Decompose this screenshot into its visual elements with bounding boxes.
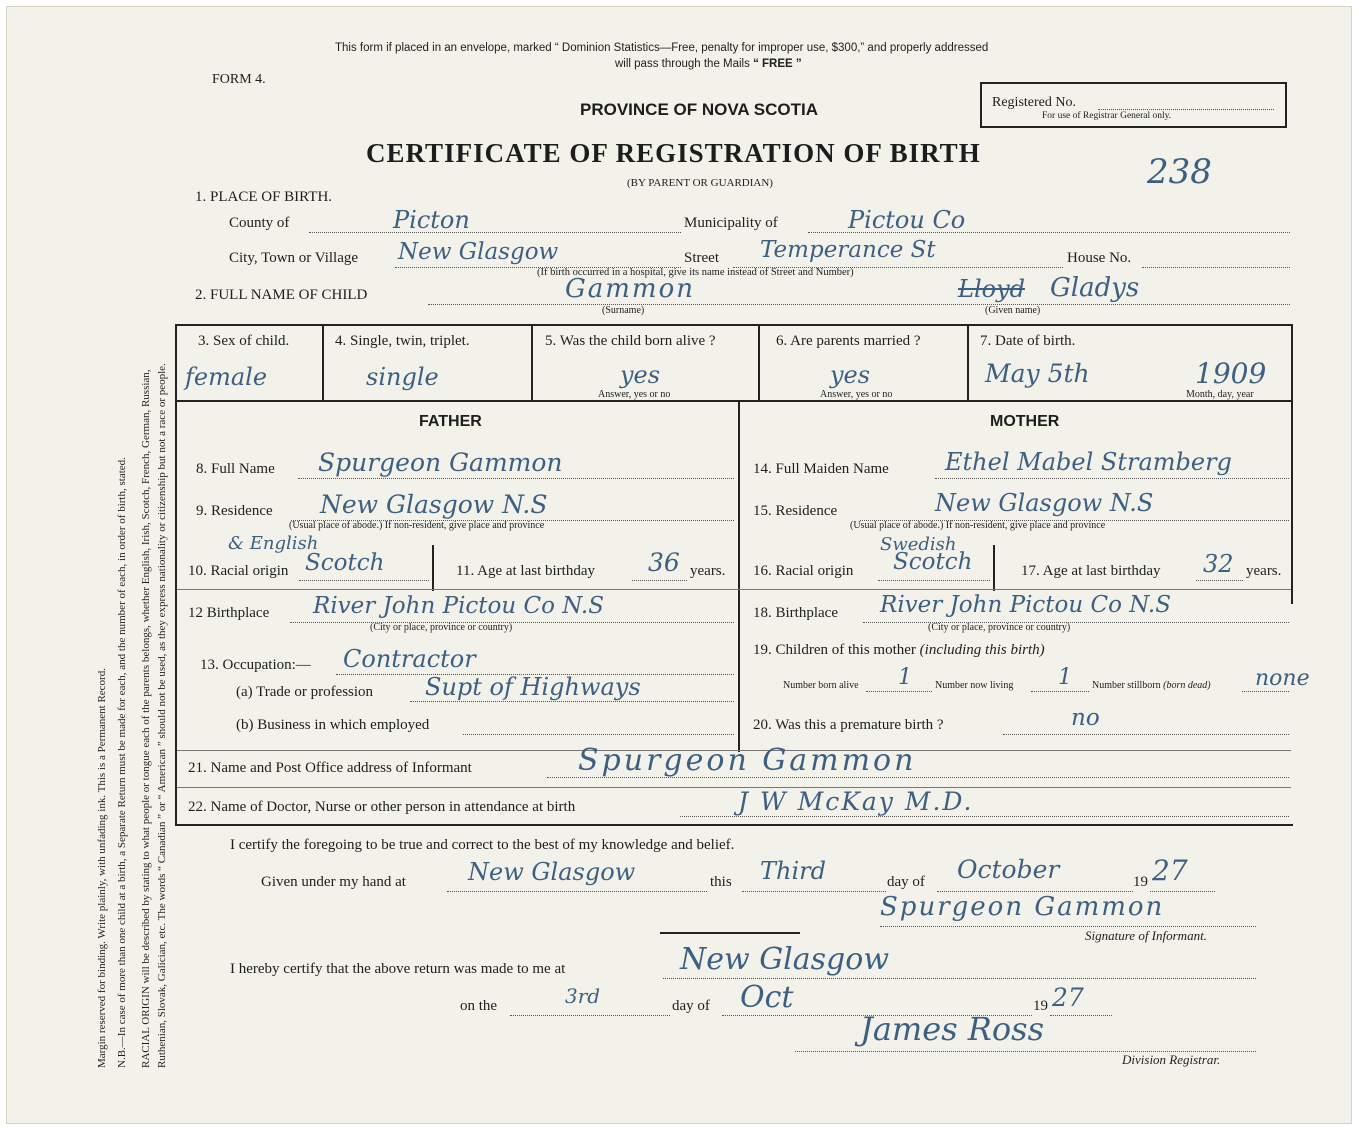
trade-value: Supt of Highways [425, 673, 641, 701]
stillborn-value: none [1255, 666, 1310, 691]
trade-label: (a) Trade or profession [236, 684, 374, 700]
house-label: House No. [1067, 250, 1132, 266]
year-value: 1909 [1195, 357, 1267, 390]
margin-note-3: RACIAL ORIGIN will be described by stating to what people or tongue each of the parents belongs, whether English, Irish, Scotch, French, German, Russian, [140, 369, 152, 1068]
mother-name-label: 14. Full Maiden Name [753, 461, 889, 477]
margin-note-1: Margin reserved for binding. Write plainly, with unfading ink. This is a Permanent Record. [96, 668, 108, 1068]
registrar-day-line [510, 1015, 670, 1016]
informant-value: Spurgeon Gammon [578, 743, 917, 778]
registrar-year-value: 27 [1052, 983, 1084, 1012]
mother-residence-label: 15. Residence [753, 503, 838, 519]
county-line [309, 232, 681, 233]
year-prefix: 19 [1133, 874, 1148, 890]
city-label: City, Town or Village [229, 250, 359, 266]
single-label: 4. Single, twin, triplet. [335, 333, 470, 349]
mother-birthplace-line [863, 622, 1289, 623]
mother-residence-note: (Usual place of abode.) If non-resident, give place and province [850, 520, 1106, 531]
table-right-border [1291, 324, 1293, 604]
registrar-month-value: Oct [740, 980, 794, 1015]
county-value: Picton [393, 206, 470, 234]
mail-notice-line1: This form if placed in an envelope, marked “ Dominion Statistics—Free, penalty for improper use, $300,” and properly addressed [335, 42, 989, 54]
signature-line [880, 926, 1256, 927]
registrar-place-value: New Glasgow [680, 942, 890, 977]
father-residence-note: (Usual place of abode.) If non-resident, give place and province [289, 520, 545, 531]
father-years-label: years. [690, 563, 726, 579]
born-alive-label: Number born alive [783, 680, 859, 691]
stillborn-label: Number stillborn (born dead) [1092, 680, 1211, 691]
occupation-label: 13. Occupation:— [200, 657, 311, 673]
married-note: Answer, yes or no [820, 389, 893, 400]
registrar-signature: James Ross [860, 1010, 1044, 1048]
separator-rule [660, 932, 800, 934]
living-label: Number now living [935, 680, 1014, 691]
mail-notice-line2: will pass through the Mails “ FREE ” [615, 58, 802, 70]
month-value: October [957, 855, 1060, 884]
father-mother-divider [738, 402, 740, 752]
divider-10-11 [432, 545, 434, 591]
registered-number: 238 [1147, 152, 1212, 192]
father-racial-extra: & English [228, 533, 319, 554]
date-label: 7. Date of birth. [980, 333, 1076, 349]
place-heading: 1. PLACE OF BIRTH. [195, 189, 333, 205]
form-number: FORM 4. [212, 72, 266, 87]
day-of-label: day of [887, 874, 925, 890]
mother-birthplace-value: River John Pictou Co N.S [880, 592, 1171, 618]
occupation-value: Contractor [343, 645, 476, 673]
premature-label: 20. Was this a premature birth ? [753, 717, 944, 733]
registered-box [980, 82, 1287, 128]
children-note: (including this birth) [919, 642, 1045, 658]
day-line [742, 891, 886, 892]
given-name-struck: Lloyd [958, 275, 1025, 303]
sex-value: female [185, 363, 268, 391]
doctor-value: J W McKay M.D. [738, 787, 974, 816]
father-age-value: 36 [648, 548, 680, 577]
born-alive-line [866, 691, 932, 692]
father-racial-label: 10. Racial origin [188, 563, 289, 579]
registrar-day-value: 3rd [565, 984, 601, 1008]
married-value: yes [830, 361, 871, 389]
father-heading: FATHER [419, 413, 482, 430]
table-bottom-border [175, 824, 1293, 826]
signature-label: Signature of Informant. [1085, 928, 1207, 943]
born-alive-value: 1 [898, 665, 912, 690]
mother-age-value: 32 [1203, 550, 1234, 578]
registrar-year-line [1050, 1015, 1112, 1016]
living-value: 1 [1058, 665, 1072, 690]
registrar-year-prefix: 19 [1033, 998, 1048, 1014]
margin-note-4: Ruthenian, Slovak, Galician, etc. The words “ Canadian ” or “ American ” should not be used, as they express nationality or citizenship but not a race or people. [156, 363, 168, 1068]
business-label: (b) Business in which employed [236, 717, 430, 733]
page-subtitle: (BY PARENT OR GUARDIAN) [627, 177, 773, 189]
mother-age-line [1196, 580, 1243, 581]
married-label: 6. Are parents married ? [776, 333, 921, 349]
mother-birthplace-note: (City or place, province or country) [928, 622, 1071, 633]
business-line [463, 734, 734, 735]
date-note: Month, day, year [1186, 389, 1254, 400]
date-value: May 5th [985, 359, 1090, 388]
mother-years-label: years. [1246, 563, 1282, 579]
alive-note: Answer, yes or no [598, 389, 671, 400]
year-value: 27 [1152, 854, 1188, 887]
informant-signature: Spurgeon Gammon [880, 892, 1165, 922]
stillborn-line [1242, 691, 1289, 692]
certify-text: I certify the foregoing to be true and correct to the best of my knowledge and belief. [230, 837, 735, 853]
sex-label: 3. Sex of child. [198, 333, 290, 349]
given-under-label: Given under my hand at [261, 874, 406, 890]
registered-line [1098, 109, 1274, 110]
divider-3-4 [322, 324, 324, 402]
given-name-value: Gladys [1050, 273, 1140, 303]
father-residence-label: 9. Residence [196, 503, 273, 519]
divider-16-17 [993, 545, 995, 591]
province-heading: PROVINCE OF NOVA SCOTIA [580, 100, 819, 119]
doctor-line [680, 816, 1289, 817]
mother-racial-line [878, 580, 990, 581]
registered-note: For use of Registrar General only. [1042, 111, 1172, 121]
surname-note: (Surname) [602, 305, 645, 316]
father-residence-value: New Glasgow N.S [320, 490, 548, 519]
informant-label: 21. Name and Post Office address of Informant [188, 760, 472, 776]
mother-racial-extra: Swedish [880, 534, 957, 555]
premature-value: no [1071, 705, 1100, 731]
premature-line [1003, 734, 1289, 735]
registrar-day-of-label: day of [672, 998, 710, 1014]
street-note: (If birth occurred in a hospital, give its name instead of Street and Number) [537, 267, 854, 278]
mother-birthplace-label: 18. Birthplace [753, 605, 838, 621]
alive-value: yes [620, 361, 661, 389]
given-place-line [447, 891, 707, 892]
father-age-label: 11. Age at last birthday [456, 563, 595, 579]
mother-name-line [935, 478, 1289, 479]
stillborn-note: (born dead) [1163, 680, 1211, 691]
row-racial-bottom [177, 589, 1291, 590]
this-label: this [710, 874, 732, 890]
mother-name-value: Ethel Mabel Stramberg [945, 448, 1232, 476]
day-value: Third [760, 857, 826, 885]
registrar-signature-label: Division Registrar. [1122, 1052, 1221, 1067]
mother-racial-value: Scotch [893, 549, 973, 575]
father-birthplace-value: River John Pictou Co N.S [313, 593, 604, 619]
registrar-certify-text: I hereby certify that the above return was made to me at [230, 961, 566, 977]
mother-age-label: 17. Age at last birthday [1021, 563, 1161, 579]
house-line [1142, 267, 1290, 268]
divider-4-5 [531, 324, 533, 402]
alive-label: 5. Was the child born alive ? [545, 333, 716, 349]
on-the-label: on the [460, 998, 498, 1014]
father-birthplace-note: (City or place, province or country) [370, 622, 513, 633]
living-line [1031, 691, 1089, 692]
page-title: CERTIFICATE OF REGISTRATION OF BIRTH [366, 138, 981, 168]
divider-5-6 [758, 324, 760, 402]
street-value: Temperance St [760, 237, 936, 263]
city-value: New Glasgow [398, 239, 559, 265]
street-label: Street [684, 250, 719, 266]
mother-heading: MOTHER [990, 413, 1060, 430]
registered-label: Registered No. [992, 95, 1076, 110]
children-label: 19. Children of this mother (including this birth) [753, 642, 1045, 658]
municipality-label: Municipality of [684, 215, 778, 231]
father-racial-value: Scotch [305, 550, 385, 576]
table-top-border [175, 324, 1293, 326]
doctor-label: 22. Name of Doctor, Nurse or other person in attendance at birth [188, 799, 576, 815]
mother-racial-label: 16. Racial origin [753, 563, 854, 579]
mother-residence-value: New Glasgow N.S [935, 489, 1154, 517]
father-racial-line [299, 580, 429, 581]
divider-6-7 [967, 324, 969, 402]
father-birthplace-label: 12 Birthplace [188, 605, 270, 621]
father-name-value: Spurgeon Gammon [318, 448, 563, 477]
father-name-line [298, 478, 734, 479]
county-label: County of [229, 215, 290, 231]
father-age-line [632, 580, 687, 581]
child-name-line [428, 304, 1290, 305]
single-value: single [366, 363, 439, 391]
municipality-value: Pictou Co [848, 206, 966, 234]
father-name-label: 8. Full Name [196, 461, 275, 477]
trade-line [410, 701, 734, 702]
given-name-note: (Given name) [985, 305, 1041, 316]
row3-bottom-border [175, 400, 1293, 402]
given-place-value: New Glasgow [468, 858, 636, 886]
row-informant-bottom [177, 787, 1291, 788]
margin-note-2: N.B.—In case of more than one child at a birth, a Separate Return must be made for each, and the number of each, in order of birth, stated. [116, 457, 128, 1068]
surname-value: Gammon [565, 274, 695, 304]
registrar-place-line [663, 978, 1256, 979]
child-name-label: 2. FULL NAME OF CHILD [195, 287, 368, 303]
